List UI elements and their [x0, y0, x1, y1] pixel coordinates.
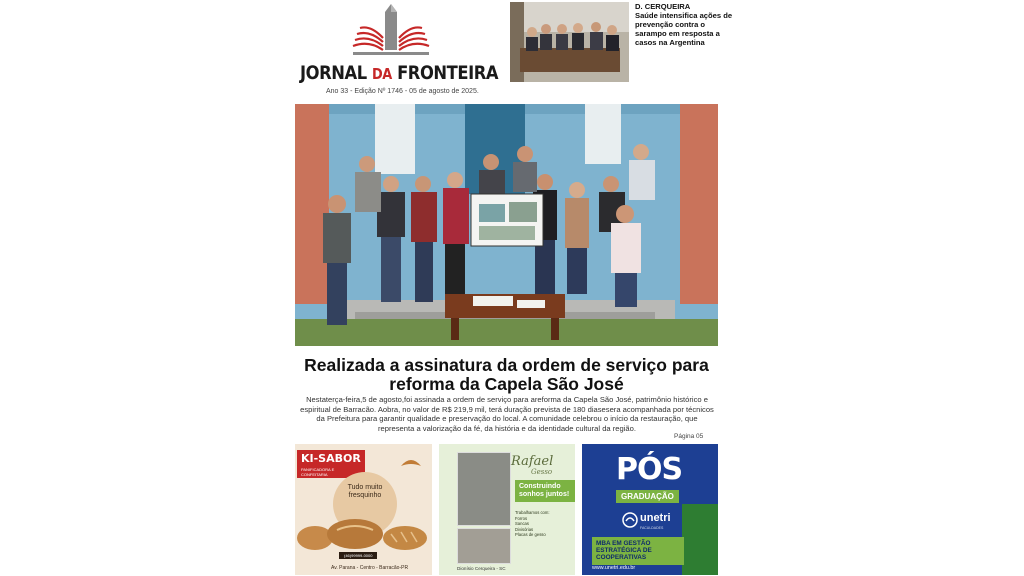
pos-subtitle: GRADUAÇÃO: [616, 490, 679, 503]
pos-mba: MBA EM GESTÃO ESTRATÉGICA DE COOPERATIVAS: [592, 537, 684, 565]
masthead-title-da: DA: [371, 65, 392, 83]
masthead-title-part1: JORNAL: [300, 62, 372, 84]
rf-list-item: Forros: [515, 515, 528, 521]
rf-city: Dionísio Cerqueira - SC: [457, 566, 506, 571]
rf-sub: Gesso: [531, 468, 553, 476]
masthead-title[interactable]: [300, 62, 498, 84]
bread-icon: [297, 512, 432, 554]
rf-ceiling-photo: [457, 528, 511, 564]
rf-list-item: Placas de gesso: [515, 532, 546, 538]
chapel-group-photo-image: [295, 104, 718, 346]
rf-interior-photo: [457, 452, 511, 526]
top-story-kicker: D. CERQUEIRA: [635, 2, 691, 11]
rf-list-item: Divisórias: [515, 526, 534, 532]
rf-logo: Rafael: [511, 454, 554, 469]
pos-green-block: [682, 504, 718, 575]
rf-title: Construindo sonhos juntos!: [515, 480, 575, 502]
top-story-headline[interactable]: [635, 2, 735, 47]
meeting-photo-image: [510, 2, 629, 82]
masthead: [296, 0, 499, 100]
rf-list-header: Trabalhamos com:: [515, 510, 550, 515]
rf-list-item: Sancas: [515, 521, 529, 527]
page-reference[interactable]: Página 05: [674, 433, 704, 440]
unetri-logo-icon: [622, 512, 638, 528]
ks-phone: (46)99999-0000: [339, 552, 377, 559]
jornal-logo-icon: [351, 2, 431, 62]
top-story-photo[interactable]: [510, 2, 629, 82]
main-headline[interactable]: Realizada a assinatura da ordem de serviço para reforma da Capela São José: [304, 355, 709, 394]
ks-address: Av. Parana - Centro - Barracão-PR: [331, 565, 409, 571]
pos-brand: unetri: [640, 512, 671, 524]
masthead-title-part2: FRONTEIRA: [391, 62, 499, 84]
ks-slogan: Tudo muito fresquinho: [347, 484, 383, 499]
croissant-icon: [399, 456, 423, 470]
ks-tagline: PANIFICADORA E CONFEITARIA: [297, 466, 365, 478]
rf-services-list: [515, 510, 550, 538]
pos-url[interactable]: www.unetri.edu.br: [592, 565, 636, 571]
edition-info: Ano 33 - Edição Nº 1746 - 05 de agosto de 2025.: [326, 88, 479, 95]
pos-brand-sub: FACULDADES: [640, 526, 664, 530]
top-story-title: Saúde intensifica ações de prevenção contra o sarampo em resposta a casos na Argentina: [635, 11, 733, 47]
main-story-photo[interactable]: [295, 104, 718, 346]
ad-pos-graduacao[interactable]: [582, 444, 718, 575]
ad-kisabor[interactable]: [295, 444, 432, 575]
ad-rafael-gesso[interactable]: [439, 444, 575, 575]
main-story-body: Nestaterça-feira,5 de agosto,foi assinada a ordem de serviço para areforma da Capela São José, patrimônio histórico e espiritual de Barracão. Aobra, no valor de R$ 219,9 mil, terá duração prevista de 180 diasesera acompanhada por técnicos da Prefeitura para garantir qualidade e preservação do local. A comunidade celebrou o início da restauração, que representa a valorização da fé, da história e da identidade cultural da região.: [300, 395, 714, 433]
ks-brand: KI-SABOR: [297, 450, 365, 467]
pos-title: PÓS: [616, 452, 683, 487]
